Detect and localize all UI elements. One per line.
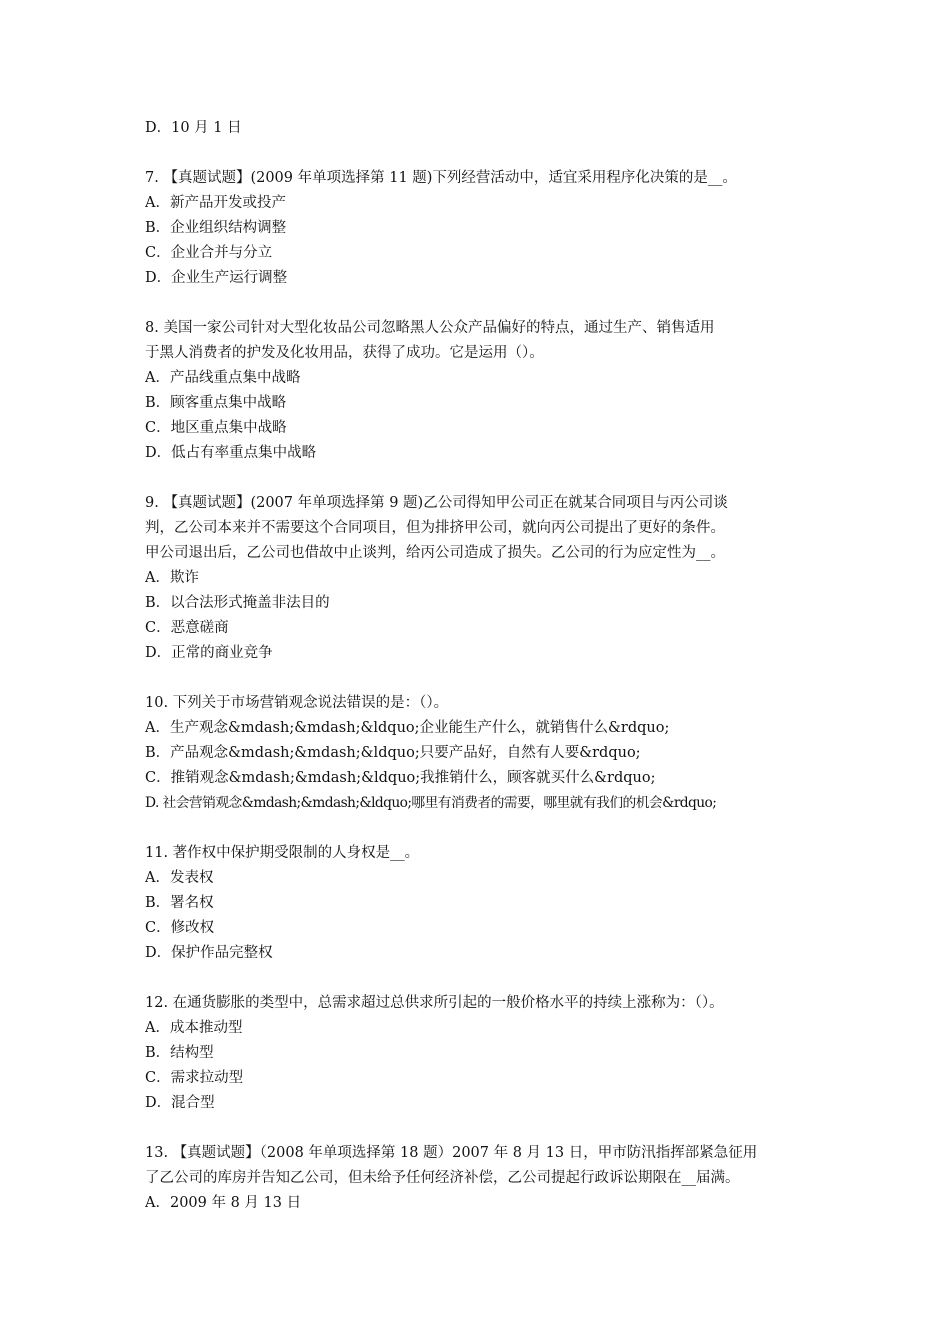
question-stem: 7. 【真题试题】(2009 年单项选择第 11 题)下列经营活动中，适宜采用程序化决策的是__。 xyxy=(145,170,737,186)
question-stem: 判，乙公司本来并不需要这个合同项目，但为排挤甲公司，就向丙公司提出了更好的条件。 xyxy=(145,520,725,536)
question-9 xyxy=(145,491,813,666)
option-b: B．顾客重点集中战略 xyxy=(145,395,287,411)
question-stem: 12. 在通货膨胀的类型中，总需求超过总供求所引起的一般价格水平的持续上涨称为：（）。 xyxy=(145,995,724,1011)
option-d: D．保护作品完整权 xyxy=(145,945,273,961)
option-b: B．产品观念&mdash;&mdash;&ldquo;只要产品好，自然有人要&rdquo; xyxy=(145,745,641,761)
question-12 xyxy=(145,991,813,1116)
question-stem: 13. 【真题试题】（2008 年单项选择第 18 题）2007 年 8 月 13 日，甲市防汛指挥部紧急征用 xyxy=(145,1145,758,1161)
option-a: A．2009 年 8 月 13 日 xyxy=(145,1195,302,1211)
question-stem: 11. 著作权中保护期受限制的人身权是__。 xyxy=(145,845,420,861)
option-b: B．以合法形式掩盖非法目的 xyxy=(145,595,330,611)
option-a: A．发表权 xyxy=(145,870,214,886)
option-a: A．成本推动型 xyxy=(145,1020,243,1036)
option-a: A．欺诈 xyxy=(145,570,199,586)
option-d: D．低占有率重点集中战略 xyxy=(145,445,317,461)
option-c: C．推销观念&mdash;&mdash;&ldquo;我推销什么，顾客就买什么&rdquo; xyxy=(145,770,656,786)
option-d: D. 社会营销观念&mdash;&mdash;&ldquo;哪里有消费者的需要，哪里就有我们的机会&rdquo; xyxy=(145,795,717,811)
question-list xyxy=(145,116,813,1216)
question-stem: 甲公司退出后，乙公司也借故中止谈判，给丙公司造成了损失。乙公司的行为应定性为__。 xyxy=(145,545,725,561)
option-c: C．修改权 xyxy=(145,920,215,936)
option-c: C．地区重点集中战略 xyxy=(145,420,287,436)
option-a: A．生产观念&mdash;&mdash;&ldquo;企业能生产什么，就销售什么&rdquo; xyxy=(145,720,670,736)
question-10 xyxy=(145,691,813,816)
question-13 xyxy=(145,1141,813,1216)
option-b: B．署名权 xyxy=(145,895,214,911)
question-stem: 9. 【真题试题】(2007 年单项选择第 9 题)乙公司得知甲公司正在就某合同项目与丙公司谈 xyxy=(145,495,728,511)
option-c: C．需求拉动型 xyxy=(145,1070,244,1086)
option-d: D．10 月 1 日 xyxy=(145,120,242,136)
option-d: D．正常的商业竞争 xyxy=(145,645,273,661)
option-b: B．结构型 xyxy=(145,1045,214,1061)
option-a: A．产品线重点集中战略 xyxy=(145,370,301,386)
option-a: A．新产品开发或投产 xyxy=(145,195,286,211)
question-stem: 10. 下列关于市场营销观念说法错误的是：（）。 xyxy=(145,695,449,711)
previous-question-tail xyxy=(145,116,813,141)
question-stem: 8. 美国一家公司针对大型化妆品公司忽略黑人公众产品偏好的特点，通过生产、销售适用 xyxy=(145,320,715,336)
question-8 xyxy=(145,316,813,466)
option-c: C．恶意磋商 xyxy=(145,620,229,636)
option-b: B．企业组织结构调整 xyxy=(145,220,287,236)
question-stem: 了乙公司的库房并告知乙公司，但未给予任何经济补偿，乙公司提起行政诉讼期限在__届满。 xyxy=(145,1170,740,1186)
question-11 xyxy=(145,841,813,966)
option-d: D．混合型 xyxy=(145,1095,215,1111)
option-d: D．企业生产运行调整 xyxy=(145,270,288,286)
question-stem: 于黑人消费者的护发及化妆用品，获得了成功。它是运用（）。 xyxy=(145,345,544,361)
option-c: C．企业合并与分立 xyxy=(145,245,273,261)
question-7 xyxy=(145,166,813,291)
